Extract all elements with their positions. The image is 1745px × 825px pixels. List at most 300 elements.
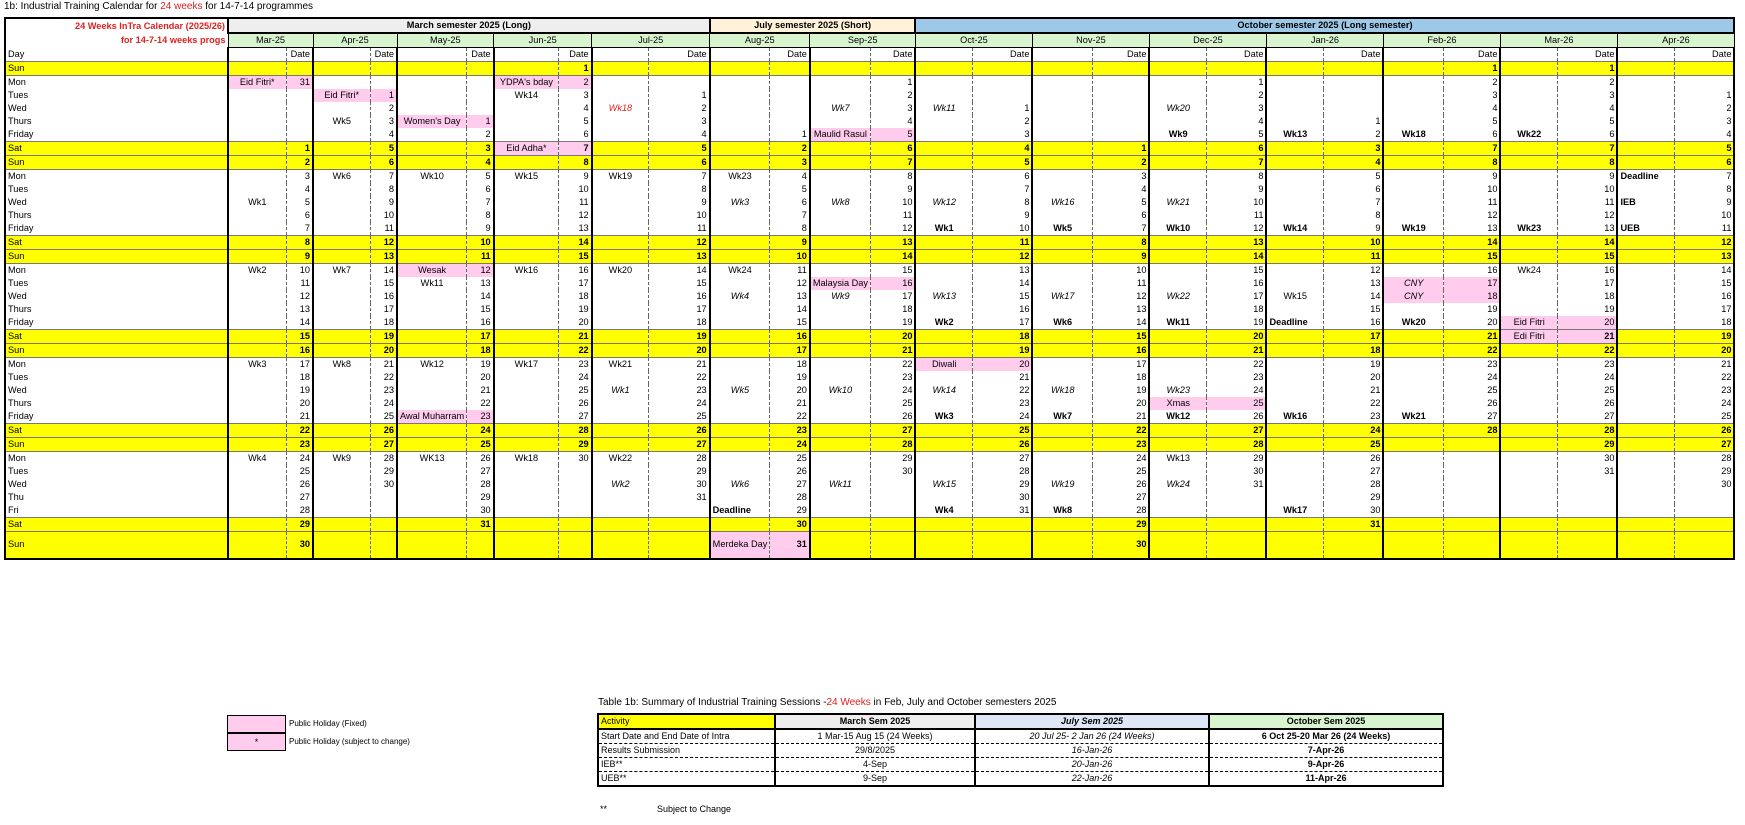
date-value: 6: [1206, 142, 1266, 156]
date-value: [370, 491, 397, 504]
date-value: 27: [1557, 410, 1617, 424]
week-label: [810, 504, 871, 518]
week-label: [313, 102, 370, 115]
week-label: [228, 76, 286, 90]
date-value: 8: [1092, 236, 1149, 250]
date-value: 22: [1092, 424, 1149, 438]
date-column-header: Date: [1206, 48, 1266, 62]
week-label: [915, 102, 972, 115]
date-value: 6: [770, 196, 810, 209]
date-value: 26: [370, 424, 397, 438]
date-value: [770, 102, 810, 115]
date-value: 17: [467, 330, 494, 344]
week-label: [1149, 277, 1206, 290]
summary-row: [598, 758, 1443, 772]
week-label: [1500, 115, 1557, 128]
day-label: Tues: [5, 371, 228, 384]
week-label: [228, 196, 286, 209]
date-value: 19: [972, 344, 1032, 358]
week-label: [313, 156, 370, 170]
date-value: 15: [1557, 250, 1617, 264]
week-label: [313, 371, 370, 384]
cell-label: Wk2: [248, 265, 267, 275]
cell-label: Wk18: [514, 453, 539, 463]
cell-label: Women's Day: [403, 116, 461, 126]
week-label: [397, 491, 467, 504]
week-label: [810, 330, 871, 344]
cell-label: Wk18: [608, 103, 633, 113]
calendar-caption: 1b: Industrial Training Calendar for 24 weeks for 14-7-14 programmes: [4, 1, 314, 12]
week-label: [1617, 478, 1674, 491]
week-label: [1032, 438, 1092, 452]
date-value: [1092, 89, 1149, 102]
date-value: [1557, 478, 1617, 491]
calendar-row: [5, 465, 1734, 478]
calendar-row: [5, 358, 1734, 372]
date-value: 14: [649, 264, 710, 278]
week-label: [592, 438, 649, 452]
week-label: [1032, 344, 1092, 358]
date-value: 24: [1092, 452, 1149, 466]
week-label: [1500, 128, 1557, 142]
week-label: [592, 209, 649, 222]
date-value: 30: [1557, 452, 1617, 466]
week-label: [313, 62, 370, 76]
date-value: 28: [870, 438, 915, 452]
week-label: [397, 76, 467, 90]
date-value: 29: [467, 491, 494, 504]
week-label: [915, 290, 972, 303]
date-value: [770, 89, 810, 102]
date-value: 7: [1206, 156, 1266, 170]
date-value: 7: [1557, 142, 1617, 156]
date-value: 14: [1557, 236, 1617, 250]
date-value: 15: [649, 277, 710, 290]
week-label: [494, 156, 559, 170]
date-value: 25: [1092, 465, 1149, 478]
week-label: [1617, 250, 1674, 264]
date-value: 31: [1557, 465, 1617, 478]
week-label: [1266, 518, 1323, 532]
week-label: [397, 170, 467, 184]
date-value: 17: [770, 344, 810, 358]
date-value: 20: [649, 344, 710, 358]
date-value: 21: [870, 344, 915, 358]
date-value: 2: [770, 142, 810, 156]
week-label: [1266, 222, 1323, 236]
summary-value: 7-Apr-26: [1209, 744, 1443, 758]
week-label: [592, 371, 649, 384]
date-value: 3: [1674, 115, 1734, 128]
week-label: [1266, 504, 1323, 518]
date-value: 10: [972, 222, 1032, 236]
date-value: [1443, 452, 1500, 466]
cell-label: Wk20: [1401, 317, 1426, 327]
week-label: [1032, 76, 1092, 90]
date-value: [770, 76, 810, 90]
date-value: 4: [559, 102, 592, 115]
week-label: [1149, 330, 1206, 344]
date-column-header: Date: [370, 48, 397, 62]
week-label: [1032, 424, 1092, 438]
date-value: 31: [649, 491, 710, 504]
summary-value: 20 Jul 25- 2 Jan 26 (24 Weeks): [975, 729, 1209, 744]
week-label: [1149, 156, 1206, 170]
date-value: 7: [1092, 222, 1149, 236]
date-value: 8: [770, 222, 810, 236]
date-value: 1: [286, 142, 313, 156]
week-label: [1383, 344, 1443, 358]
week-label: [810, 89, 871, 102]
week-label: [1617, 236, 1674, 250]
summary-value: 29/8/2025: [775, 744, 975, 758]
date-value: 18: [467, 344, 494, 358]
cell-label: Wk8: [1053, 505, 1073, 515]
date-value: 26: [559, 397, 592, 410]
date-value: [559, 532, 592, 559]
week-label: [915, 236, 972, 250]
date-value: 12: [649, 236, 710, 250]
date-value: 24: [972, 410, 1032, 424]
legend-change-label: Public Holiday (subject to change): [289, 737, 410, 746]
date-value: 13: [1557, 222, 1617, 236]
week-label: [810, 316, 871, 330]
date-value: 25: [370, 410, 397, 424]
date-value: 13: [559, 222, 592, 236]
date-value: 28: [1323, 478, 1383, 491]
week-label: [710, 115, 770, 128]
week-label: [1266, 142, 1323, 156]
footnote: ** Subject to Change: [600, 804, 732, 814]
week-label: [494, 62, 559, 76]
column-header-row: [5, 48, 1734, 62]
date-value: [1092, 102, 1149, 115]
date-value: 29: [286, 518, 313, 532]
date-value: 14: [1443, 236, 1500, 250]
date-value: 14: [370, 264, 397, 278]
week-label: [228, 358, 286, 372]
summary-table: [597, 713, 1444, 787]
date-value: [1443, 491, 1500, 504]
cell-label: CNY: [1404, 291, 1424, 301]
date-value: 8: [559, 156, 592, 170]
cell-label: Wk12: [1166, 411, 1191, 421]
week-label: [1383, 236, 1443, 250]
date-value: 4: [972, 142, 1032, 156]
week-label: [1617, 102, 1674, 115]
date-value: [1092, 76, 1149, 90]
date-value: 24: [770, 438, 810, 452]
week-label: [1383, 424, 1443, 438]
week-label: [1617, 128, 1674, 142]
date-value: 23: [972, 397, 1032, 410]
date-value: 13: [370, 250, 397, 264]
week-label: [228, 518, 286, 532]
week-label: [228, 115, 286, 128]
date-value: 23: [870, 371, 915, 384]
week-label: [397, 277, 467, 290]
week-column-header: [915, 48, 972, 62]
date-value: 1: [370, 89, 397, 102]
week-label: [710, 424, 770, 438]
date-value: 3: [370, 115, 397, 128]
date-value: 7: [370, 170, 397, 184]
date-value: 9: [870, 183, 915, 196]
day-label: Mon: [5, 170, 228, 184]
calendar-row: [5, 424, 1734, 438]
cell-label: Wk10: [420, 171, 444, 181]
cell-label: Wk24: [1517, 265, 1541, 275]
week-label: [494, 89, 559, 102]
week-label: [592, 250, 649, 264]
date-value: 19: [1557, 303, 1617, 316]
week-label: [1500, 102, 1557, 115]
date-value: 19: [1323, 358, 1383, 372]
date-value: 23: [467, 410, 494, 424]
date-value: 29: [559, 438, 592, 452]
date-value: 7: [1323, 196, 1383, 209]
week-label: [1149, 236, 1206, 250]
cell-label: YDPA's bday: [499, 77, 553, 87]
week-label: [915, 303, 972, 316]
summary-header-cell: Activity: [598, 714, 775, 729]
date-value: 19: [1443, 303, 1500, 316]
week-label: [592, 424, 649, 438]
week-label: [710, 518, 770, 532]
month-header: Jun-25: [494, 33, 592, 48]
week-label: [494, 371, 559, 384]
cell-label: IEB: [1620, 197, 1636, 207]
cell-label: Wk13: [1283, 129, 1308, 139]
week-label: [228, 62, 286, 76]
week-label: [710, 250, 770, 264]
week-label: [1149, 62, 1206, 76]
date-column-header: Date: [1443, 48, 1500, 62]
date-value: 11: [1557, 196, 1617, 209]
date-value: 15: [1674, 277, 1734, 290]
summary-activity: Start Date and End Date of Intra: [598, 729, 775, 744]
week-label: [1500, 209, 1557, 222]
week-label: [1266, 76, 1323, 90]
cell-label: Wk17: [1050, 291, 1075, 301]
cell-label: Diwali: [931, 359, 957, 369]
date-value: 16: [286, 344, 313, 358]
date-value: 6: [1092, 209, 1149, 222]
week-label: [1266, 183, 1323, 196]
date-column-header: Date: [770, 48, 810, 62]
week-label: [397, 344, 467, 358]
week-label: [1266, 303, 1323, 316]
date-value: 27: [1323, 465, 1383, 478]
date-value: 28: [467, 478, 494, 491]
week-label: [710, 438, 770, 452]
date-value: 15: [370, 277, 397, 290]
cell-label: Maulid Rasul: [813, 129, 867, 139]
date-value: 11: [286, 277, 313, 290]
date-value: [559, 518, 592, 532]
week-label: [397, 452, 467, 466]
date-value: [559, 478, 592, 491]
date-value: 21: [770, 397, 810, 410]
cell-label: Wk19: [1050, 479, 1075, 489]
week-label: [915, 156, 972, 170]
day-label: Tues: [5, 89, 228, 102]
cell-label: Wk6: [332, 171, 351, 181]
calendar-title-row: [5, 18, 1734, 33]
week-label: [313, 491, 370, 504]
date-value: 27: [286, 491, 313, 504]
week-label: [228, 170, 286, 184]
day-header: Day: [5, 48, 228, 62]
date-value: 1: [1674, 89, 1734, 102]
date-value: [1323, 532, 1383, 559]
week-label: [1617, 452, 1674, 466]
date-value: [770, 115, 810, 128]
week-label: [1500, 371, 1557, 384]
date-value: [972, 76, 1032, 90]
week-label: [397, 236, 467, 250]
calendar-row: [5, 183, 1734, 196]
week-label: [810, 303, 871, 316]
date-value: 22: [1323, 397, 1383, 410]
week-label: [1500, 76, 1557, 90]
day-label: Friday: [5, 128, 228, 142]
week-label: [915, 250, 972, 264]
week-label: [1383, 264, 1443, 278]
date-value: [1092, 62, 1149, 76]
week-label: [1032, 410, 1092, 424]
date-value: 30: [972, 491, 1032, 504]
week-label: [592, 156, 649, 170]
week-label: [397, 115, 467, 128]
date-value: 11: [1206, 209, 1266, 222]
calendar-row: [5, 142, 1734, 156]
week-label: [915, 264, 972, 278]
date-value: 1: [1443, 62, 1500, 76]
date-value: 6: [870, 142, 915, 156]
week-label: [1032, 196, 1092, 209]
week-label: [1500, 277, 1557, 290]
date-value: 9: [1092, 250, 1149, 264]
date-value: 15: [770, 316, 810, 330]
week-label: [1617, 209, 1674, 222]
date-value: 15: [1092, 330, 1149, 344]
day-label: Wed: [5, 478, 228, 491]
week-label: [1500, 452, 1557, 466]
date-value: [370, 62, 397, 76]
week-label: [1383, 183, 1443, 196]
week-label: [1383, 303, 1443, 316]
date-value: 25: [1674, 410, 1734, 424]
week-label: [915, 115, 972, 128]
week-label: [810, 438, 871, 452]
day-label: Mon: [5, 264, 228, 278]
date-value: 16: [972, 303, 1032, 316]
week-label: [313, 89, 370, 102]
week-label: [1500, 196, 1557, 209]
week-label: [397, 222, 467, 236]
week-label: [397, 358, 467, 372]
week-label: [313, 438, 370, 452]
date-value: 9: [649, 196, 710, 209]
date-value: 2: [1323, 128, 1383, 142]
date-value: [286, 62, 313, 76]
date-column-header: Date: [649, 48, 710, 62]
summary-value: 4-Sep: [775, 758, 975, 772]
week-label: [1149, 358, 1206, 372]
date-value: [870, 478, 915, 491]
date-value: 2: [559, 76, 592, 90]
week-label: [1266, 371, 1323, 384]
week-label: [228, 236, 286, 250]
date-value: 13: [1206, 236, 1266, 250]
date-value: 20: [1443, 316, 1500, 330]
cell-label: Wk20: [608, 265, 633, 275]
date-value: 20: [1323, 371, 1383, 384]
cell-label: Wk11: [932, 103, 956, 113]
date-value: 7: [1443, 142, 1500, 156]
week-label: [313, 76, 370, 90]
week-label: [228, 371, 286, 384]
week-label: [494, 330, 559, 344]
week-label: [592, 76, 649, 90]
date-value: 17: [1443, 277, 1500, 290]
week-label: [494, 424, 559, 438]
week-label: [1032, 371, 1092, 384]
date-value: 13: [1323, 277, 1383, 290]
legend-fixed-swatch: [227, 715, 286, 733]
cell-label: Wk11: [1166, 317, 1190, 327]
date-value: 11: [1443, 196, 1500, 209]
week-label: [1500, 424, 1557, 438]
week-label: [397, 183, 467, 196]
week-label: [228, 156, 286, 170]
date-value: [1674, 62, 1734, 76]
week-label: [710, 290, 770, 303]
date-value: 28: [1443, 424, 1500, 438]
date-value: 16: [467, 316, 494, 330]
date-value: 5: [467, 170, 494, 184]
date-value: 3: [870, 102, 915, 115]
week-label: [810, 478, 871, 491]
cell-label: Merdeka Day: [712, 539, 768, 550]
week-label: [592, 330, 649, 344]
week-label: [710, 142, 770, 156]
week-label: [494, 452, 559, 466]
date-value: 1: [972, 102, 1032, 115]
week-label: [228, 277, 286, 290]
cell-label: Deadline: [1620, 171, 1659, 181]
cell-label: Wk23: [728, 171, 752, 181]
week-label: [397, 128, 467, 142]
day-label: Thurs: [5, 397, 228, 410]
date-column-header: Date: [559, 48, 592, 62]
week-label: [1617, 504, 1674, 518]
date-column-header: Date: [286, 48, 313, 62]
week-label: [710, 410, 770, 424]
week-label: [1500, 344, 1557, 358]
cell-label: Wk10: [1166, 223, 1191, 233]
date-value: 9: [286, 250, 313, 264]
week-label: [592, 183, 649, 196]
date-value: [1443, 438, 1500, 452]
date-value: 14: [559, 236, 592, 250]
week-label: [397, 397, 467, 410]
date-value: 30: [649, 478, 710, 491]
cell-label: Wk2: [934, 317, 954, 327]
week-label: [1149, 170, 1206, 184]
date-value: 16: [649, 290, 710, 303]
